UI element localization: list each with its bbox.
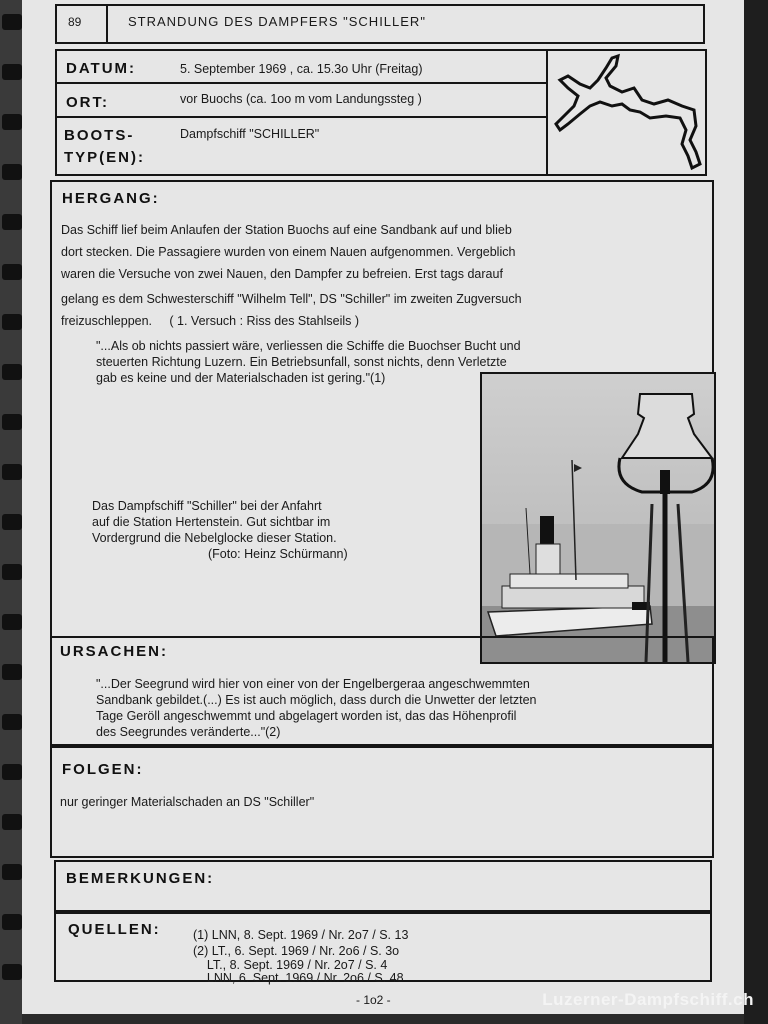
watermark: Luzerner-Dampfschiff.ch: [542, 990, 754, 1009]
bell-clapper: [660, 470, 670, 494]
ursachen-quote-line: "...Der Seegrund wird hier von einer von der Engelbergeraa angeschwemmten: [96, 677, 530, 691]
quellen-label: QUELLEN:: [68, 921, 161, 938]
binder-ring: [2, 314, 22, 330]
hergang-label: HERGANG:: [62, 190, 160, 207]
ship-flag: [574, 464, 582, 472]
ship-bridge: [536, 544, 560, 574]
binder-ring: [2, 514, 22, 530]
binder-ring: [2, 564, 22, 580]
header-divider: [106, 4, 108, 44]
hergang-line: freizuschleppen. ( 1. Versuch : Riss des Stahlseils ): [61, 314, 360, 328]
binder-ring: [2, 364, 22, 380]
hergang-line: gelang es dem Schwesterschiff "Wilhelm Tell", DS "Schiller" im zweiten Zugversuch: [61, 292, 522, 306]
quellen-line: (2) LT., 6. Sept. 1969 / Nr. 2o6 / S. 3o: [193, 944, 400, 958]
photo-caption-line: auf die Station Hertenstein. Gut sichtbar im: [92, 515, 331, 529]
ship-upper-deck: [510, 574, 628, 588]
quellen-line: LNN, 6. Sept. 1969 / Nr. 2o6 / S. 48: [193, 971, 404, 985]
binder-ring: [2, 14, 22, 30]
field-divider: [55, 82, 547, 84]
lake-outline: [556, 56, 700, 168]
binder-ring: [2, 814, 22, 830]
binder-ring: [2, 264, 22, 280]
datum-label: DATUM:: [66, 60, 137, 77]
binder-ring: [2, 664, 22, 680]
binder-ring: [2, 464, 22, 480]
binder-ring: [2, 64, 22, 80]
ursachen-quote-line: des Seegrundes veränderte..."(2): [96, 725, 281, 739]
binder-ring: [2, 914, 22, 930]
quellen-line: LT., 8. Sept. 1969 / Nr. 2o7 / S. 4: [193, 958, 388, 972]
hergang-line: Das Schiff lief beim Anlaufen der Station Buochs auf eine Sandbank auf und blieb: [61, 223, 512, 237]
hergang-quote-line: steuerten Richtung Luzern. Ein Betriebsunfall, sonst nichts, denn Verletzte: [96, 355, 507, 369]
folgen-text: nur geringer Materialschaden an DS "Schiller": [60, 795, 315, 809]
page-title: STRANDUNG DES DAMPFERS "SCHILLER": [128, 14, 426, 29]
hergang-quote-line: "...Als ob nichts passiert wäre, verliessen die Schiffe die Buochser Bucht und: [96, 339, 521, 353]
hergang-quote-line: gab es keine und der Materialschaden ist gering."(1): [96, 371, 386, 385]
folgen-label: FOLGEN:: [62, 761, 144, 778]
ort-label: ORT:: [66, 94, 109, 111]
hergang-line: dort stecken. Die Passagiere wurden von einem Nauen aufgenommen. Vergeblich: [61, 245, 516, 259]
binder-ring: [2, 714, 22, 730]
ort-value: vor Buochs (ca. 1oo m vom Landungssteg ): [180, 92, 422, 106]
ship-photo-drawing: [482, 374, 714, 662]
datum-value: 5. September 1969 , ca. 15.3o Uhr (Freitag): [180, 62, 423, 76]
bootstyp-value: Dampfschiff "SCHILLER": [180, 127, 320, 141]
photo-caption-line: Das Dampfschiff "Schiller" bei der Anfahrt: [92, 499, 322, 513]
binder-ring: [2, 414, 22, 430]
binder-spine: [0, 0, 22, 1024]
page-number: 89: [68, 15, 82, 29]
ship-deck: [502, 586, 644, 608]
ship-photo: [480, 372, 716, 664]
map-divider: [546, 49, 548, 176]
binder-ring: [2, 214, 22, 230]
bootstyp-label: BOOTS-: [64, 127, 135, 144]
hergang-line: waren die Versuche von zwei Nauen, den Dampfer zu befreien. Erst tags darauf: [61, 267, 503, 281]
binder-ring: [2, 114, 22, 130]
photo-caption-line: Vordergrund die Nebelglocke dieser Station.: [92, 531, 337, 545]
binder-ring: [2, 964, 22, 980]
binder-ring: [2, 164, 22, 180]
ship-funnel: [540, 516, 554, 544]
photo-caption-line: (Foto: Heinz Schürmann): [208, 547, 348, 561]
quellen-line: (1) LNN, 8. Sept. 1969 / Nr. 2o7 / S. 13: [193, 928, 409, 942]
ursachen-quote-line: Sandbank gebildet.(...) Es ist auch möglich, dass durch die Unwetter der letzten: [96, 693, 537, 707]
ursachen-quote-line: Tage Geröll angeschwemmt und abgelagert worden ist, das das Höhenprofil: [96, 709, 517, 723]
binder-ring: [2, 764, 22, 780]
binder-ring: [2, 864, 22, 880]
footer-page-number: - 1o2 -: [356, 993, 391, 1007]
page-edge-shadow: [744, 0, 768, 1024]
bootstyp-label-2: TYP(EN):: [64, 149, 145, 166]
bemerkungen-label: BEMERKUNGEN:: [66, 870, 215, 887]
field-divider: [55, 116, 547, 118]
fog-bell-icon: [622, 394, 712, 458]
ursachen-label: URSACHEN:: [60, 643, 168, 660]
lake-map-icon: [550, 52, 704, 172]
binder-ring: [2, 614, 22, 630]
